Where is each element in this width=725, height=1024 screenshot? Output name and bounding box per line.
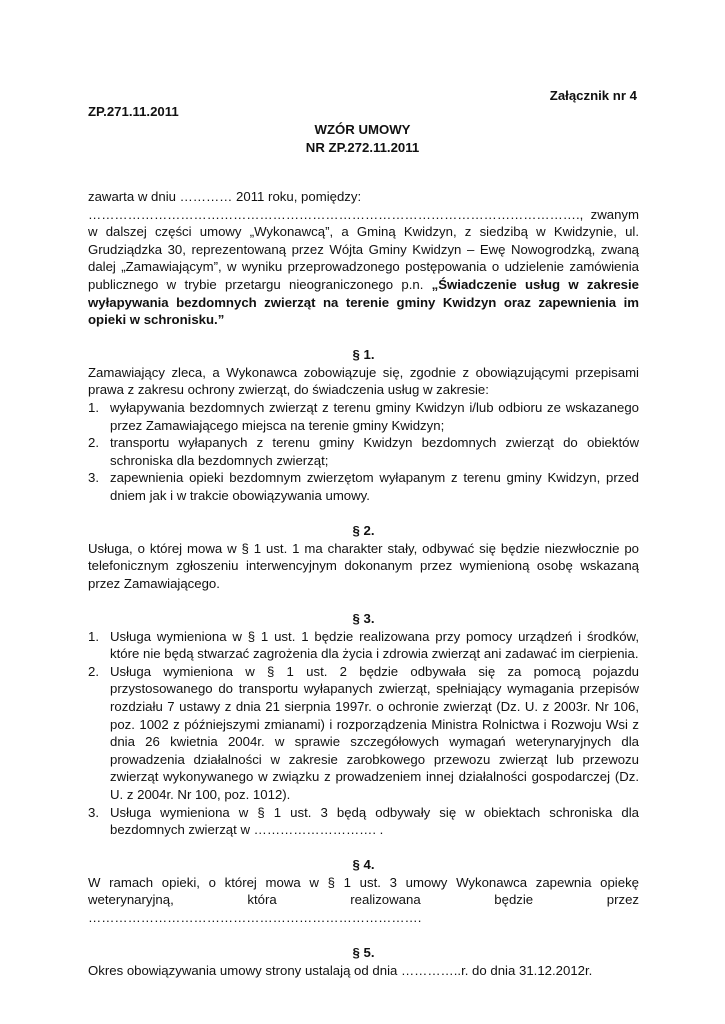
list-item xyxy=(88,469,639,504)
list-text: Usługa wymieniona w § 1 ust. 1 będzie realizowana przy pomocy urządzeń i środków, które nie będą stwarzać zagrożenia dla życia i zdrowia zwierząt ani zadawać im cierpienia. xyxy=(110,628,639,662)
contract-subject: „Świadczenie usług w zakresie wyłapywania bezdomnych zwierząt na terenie gminy Kwidzyn oraz zapewnienia im opieki w schronisku.” xyxy=(88,276,639,328)
reference-number: ZP.271.11.2011 xyxy=(88,104,179,119)
intro-date-line: zawarta w dniu ………… 2011 roku, pomiędzy: xyxy=(88,189,362,204)
title-line-1: WZÓR UMOWY xyxy=(314,122,411,137)
list-item xyxy=(88,628,639,663)
list-text: transportu wyłapanych z terenu gminy Kwidzyn bezdomnych zwierząt do obiektów schroniska dla bezdomnych zwierząt; xyxy=(110,435,639,468)
list-number: 3. xyxy=(88,804,99,820)
list-number: 1. xyxy=(88,628,99,644)
section-5-heading: § 5. xyxy=(352,945,375,961)
intro-text: …………………………………………………………………………………………………., zwanym w dalszej części umowy „Wykonawcą”, a Gminą Kwidzyn, z siedzibą w Kwidzynie, ul. Grudziądzka 30, reprezentowaną przez Wójta Gminy Kwidzyn – Ewę Nowogrodzką, zwaną dalej „Zamawiającym”, w wyniku przeprowadzonego postępowania o udzielenie zamówienia publicznego w trybie przetargu nieograniczonego p.n. xyxy=(88,206,639,292)
section-1-list xyxy=(88,399,639,505)
list-number: 3. xyxy=(88,470,99,486)
section-1-text: Zamawiający zleca, a Wykonawca zobowiązuje się, zgodnie z obowiązującymi przepisami prawa z zakresu ochrony zwierząt, do świadczenia usług w zakresie: xyxy=(88,364,639,398)
list-item xyxy=(88,663,639,804)
document-title xyxy=(0,121,725,156)
section-3-list xyxy=(88,628,639,839)
list-text: Usługa wymieniona w § 1 ust. 2 będzie odbywała się za pomocą pojazdu przystosowanego do transportu wyłapanych zwierząt, spełniający wymagania przepisów rozdziału 7 ustawy z dnia 21 sierpnia 1997r. o ochronie zwierząt (Dz. U. z 2003r. Nr 106, poz. 1002 z późniejszymi zmianami) i rozporządzenia Ministra Rolnictwa i Rozwoju Wsi z dnia 26 kwietnia 2004r. w sprawie szczegółowych wymagań weterynaryjnych dla prowadzenia działalności w zakresie zarobkowego przewozu zwierząt lub przewozu zwierząt wykonywanego w związku z prowadzeniem innej działalności gospodarczej (Dz. U. z 2004r. Nr 100, poz. 1012). xyxy=(110,663,639,802)
section-2-text: Usługa, o której mowa w § 1 ust. 1 ma charakter stały, odbywać się będzie niezwłocznie po telefonicznym zgłoszeniu interwencyjnym dokonanym przez wymienioną osobę wskazaną przez Zamawiającego. xyxy=(88,540,639,591)
section-1-heading: § 1. xyxy=(352,347,375,363)
section-4-heading: § 4. xyxy=(352,857,375,873)
title-line-2: NR ZP.272.11.2011 xyxy=(305,139,420,155)
section-2-heading: § 2. xyxy=(352,523,375,539)
list-text: Usługa wymieniona w § 1 ust. 3 będą odbywały się w obiektach schroniska dla bezdomnych zwierząt w ………………………. . xyxy=(110,804,639,838)
list-text: wyłapywania bezdomnych zwierząt z terenu gminy Kwidzyn i/lub odbioru ze wskazanego przez Zamawiającego miejsca na terenie gminy Kwidzyn; xyxy=(110,400,639,433)
list-number: 2. xyxy=(88,663,99,679)
attachment-label: Załącznik nr 4 xyxy=(549,88,637,103)
list-item xyxy=(88,434,639,469)
section-5-text: Okres obowiązywania umowy strony ustalają od dnia …………..r. do dnia 31.12.2012r. xyxy=(88,962,593,978)
list-item xyxy=(88,399,639,434)
list-number: 1. xyxy=(88,400,99,416)
list-number: 2. xyxy=(88,435,99,451)
intro-paragraph xyxy=(88,206,639,329)
list-text: zapewnienia opieki bezdomnym zwierzętom wyłapanym z terenu gminy Kwidzyn, przed dniem jak i w trakcie obowiązywania umowy. xyxy=(110,470,639,503)
document-body xyxy=(88,188,639,979)
section-3-heading: § 3. xyxy=(352,610,375,626)
list-item xyxy=(88,804,639,839)
section-4-text: W ramach opieki, o której mowa w § 1 ust. 3 umowy Wykonawca zapewnia opiekę weterynaryjną, która realizowana będzie przez …………………………………………………………………. xyxy=(88,874,639,925)
